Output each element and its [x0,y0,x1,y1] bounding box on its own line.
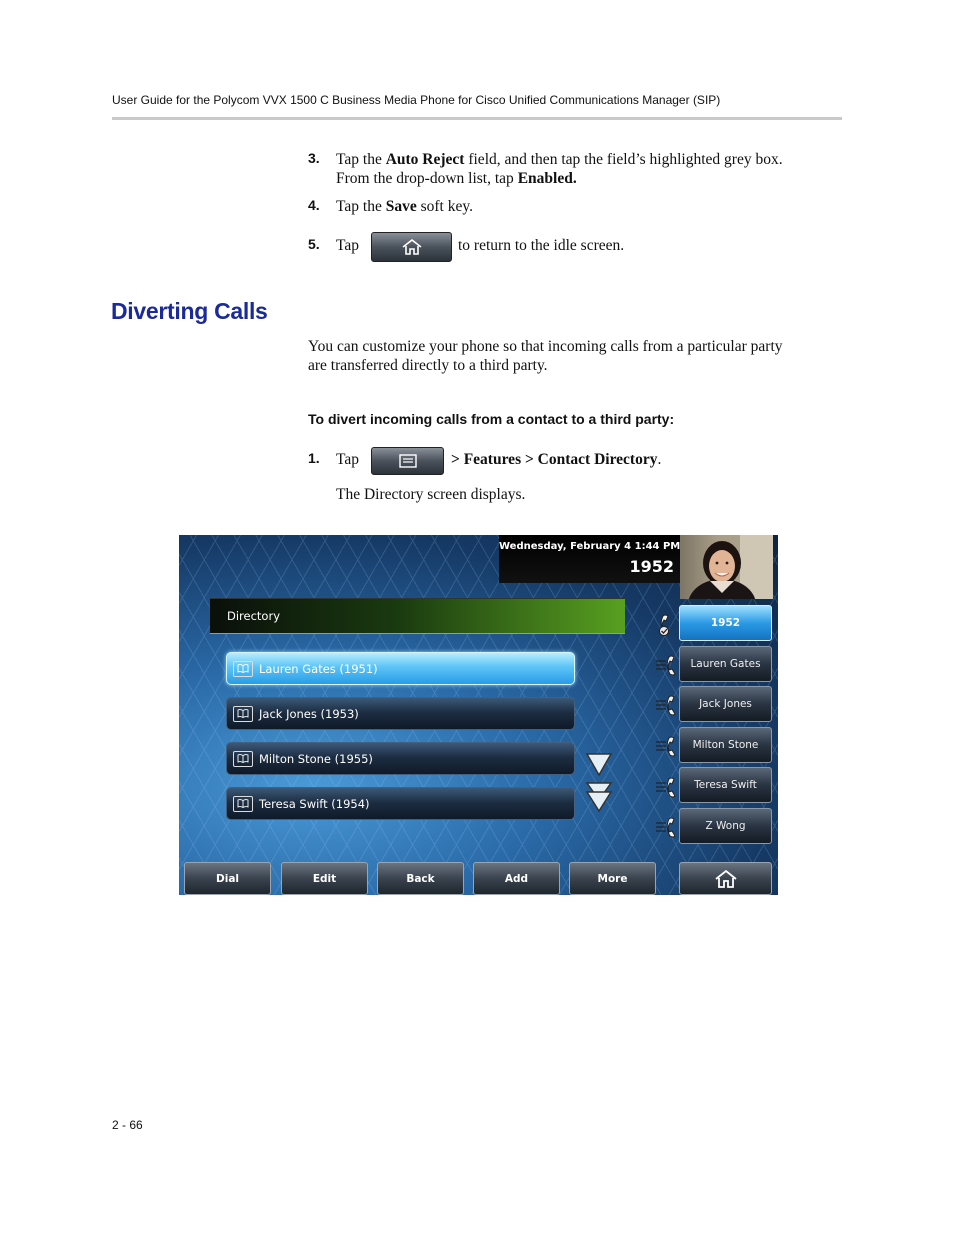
procedure-title: To divert incoming calls from a contact to a third party: [308,411,675,427]
book-icon [233,706,253,722]
directory-entry[interactable] [226,787,575,820]
contact-photo [680,535,773,599]
home-key-image [371,232,452,262]
line-key[interactable]: Jack Jones [679,686,772,722]
step-1-tap: Tap [336,451,360,468]
home-icon [714,869,738,889]
line-key[interactable]: Milton Stone [679,727,772,763]
line-key[interactable]: Teresa Swift [679,767,772,803]
section-intro: You can customize your phone so that incoming calls from a particular party are transferred directly to a third party. [308,338,783,374]
person-photo-icon [680,535,773,599]
handset-icon [655,734,681,760]
step-number: 3. [308,150,320,166]
directory-title-bar [210,598,625,634]
directory-entry[interactable] [226,652,575,685]
softkey-back[interactable]: Back [377,862,464,895]
entry-label: Teresa Swift (1954) [259,796,370,811]
entry-label: Jack Jones (1953) [259,706,359,721]
date-time: Wednesday, February 4 1:44 PM [499,541,681,552]
running-header: User Guide for the Polycom VVX 1500 C Business Media Phone for Cisco Unified Communications Manager (SIP) [112,93,721,107]
double-chevron-down-icon[interactable] [585,780,613,814]
step-number: 4. [308,197,320,213]
book-icon [233,751,253,767]
book-icon [233,796,253,812]
phone-directory-screen [179,535,778,895]
softkey-add[interactable]: Add [473,862,560,895]
home-button[interactable] [679,862,772,895]
menu-key-image [371,447,444,475]
save-term: Save [385,198,417,215]
handset-icon [655,815,681,841]
book-icon [233,661,253,677]
step-number: 5. [308,236,320,252]
directory-entry[interactable] [226,697,575,730]
line-key[interactable]: Z Wong [679,808,772,844]
step-3-text: Tap the Auto Reject field, and then tap the field’s highlighted grey box. From the drop-down list, tap Enabled. [336,151,783,187]
directory-entry[interactable] [226,742,575,775]
extension-number: 1952 [629,557,674,576]
line-key[interactable]: Lauren Gates [679,646,772,682]
section-title: Diverting Calls [111,298,268,324]
softkey-dial[interactable]: Dial [184,862,271,895]
status-bar [499,535,680,583]
step-5-tap: Tap [336,237,360,254]
directory-title: Directory [227,609,281,623]
page-number: 2 - 66 [112,1118,143,1132]
chevron-down-icon[interactable] [585,750,613,778]
softkey-edit[interactable]: Edit [281,862,368,895]
enabled-term: Enabled. [517,170,577,187]
step-4-text: Tap the Save soft key. [336,198,473,215]
header-rule [112,117,842,120]
home-icon [401,238,423,256]
handset-icon [655,612,681,638]
step-1-text: > Features > Contact Directory. [451,451,662,468]
auto-reject-term: Auto Reject [385,151,465,168]
line-key[interactable]: 1952 [679,605,772,641]
softkey-more[interactable]: More [569,862,656,895]
entry-label: Milton Stone (1955) [259,751,373,766]
step-5-text: to return to the idle screen. [458,237,625,254]
handset-icon [655,775,681,801]
entry-label: Lauren Gates (1951) [259,661,378,676]
step-number: 1. [308,450,320,466]
menu-icon [398,453,418,469]
step-1-result: The Directory screen displays. [336,486,526,503]
handset-icon [655,693,681,719]
handset-icon [655,653,681,679]
features-path: > Features > Contact Directory [451,451,658,468]
